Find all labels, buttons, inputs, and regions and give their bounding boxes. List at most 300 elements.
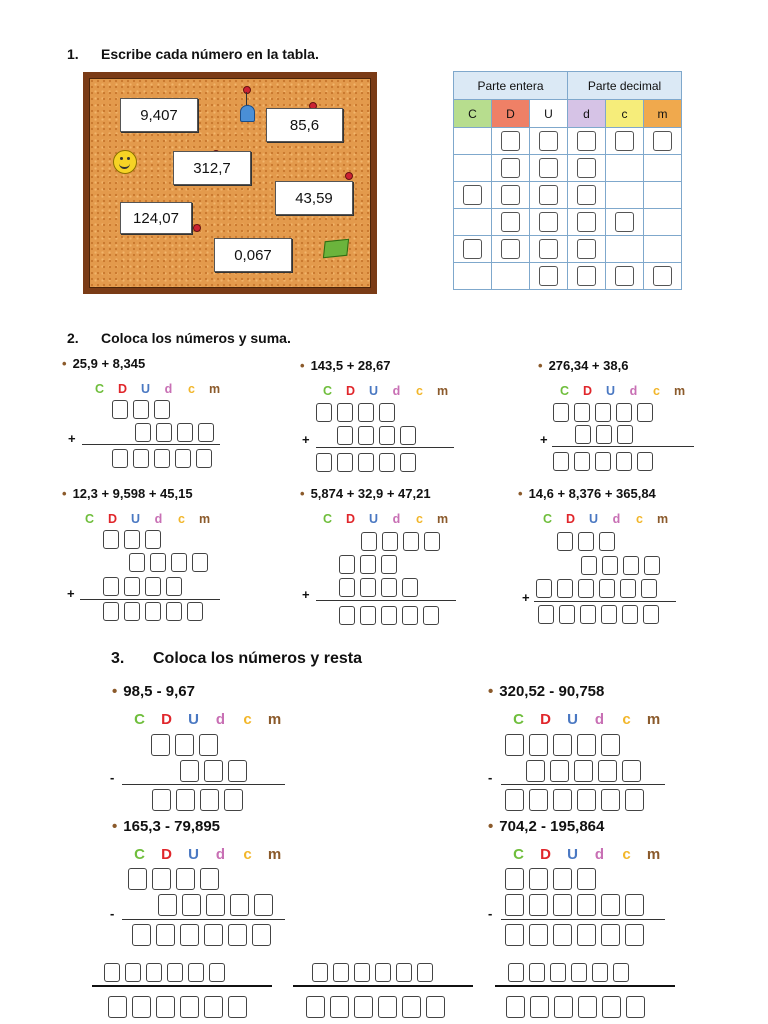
digit-box[interactable] (402, 996, 421, 1018)
digit-box[interactable] (360, 578, 376, 597)
digit-box[interactable] (330, 996, 349, 1018)
digit-box[interactable] (620, 579, 636, 598)
digit-box[interactable] (529, 963, 545, 982)
column-letters (316, 384, 454, 398)
column-letter: C (542, 512, 553, 526)
digit-box[interactable] (400, 426, 416, 445)
digit-box[interactable] (557, 532, 573, 551)
underline (316, 447, 454, 448)
digit-box[interactable] (574, 452, 590, 471)
operation-label: • 165,3 - 79,895 (112, 818, 221, 835)
table-cell[interactable] (606, 263, 644, 290)
digit-box[interactable] (424, 532, 440, 551)
column-letter: D (117, 382, 128, 396)
table-cell[interactable] (568, 209, 606, 236)
digit-box[interactable] (601, 894, 620, 916)
answer-box[interactable] (577, 185, 596, 205)
digit-box[interactable] (505, 894, 524, 916)
digit-box[interactable] (360, 606, 376, 625)
operation-label: • 320,52 - 90,758 (488, 683, 605, 700)
column-letters (536, 512, 674, 526)
smiley-icon (113, 150, 137, 174)
digit-box[interactable] (156, 996, 175, 1018)
digit-box[interactable] (339, 578, 355, 597)
answer-box[interactable] (539, 131, 558, 151)
answer-box[interactable] (539, 185, 558, 205)
column-letters (316, 512, 454, 526)
digit-box[interactable] (616, 403, 632, 422)
digit-box[interactable] (312, 963, 328, 982)
column-letter: C (322, 384, 333, 398)
digit-box[interactable] (375, 963, 391, 982)
digit-box[interactable] (577, 894, 596, 916)
digit-box[interactable] (506, 996, 525, 1018)
answer-box[interactable] (577, 131, 596, 151)
digit-box-row (316, 403, 395, 422)
column-letter: U (130, 512, 141, 526)
digit-box[interactable] (417, 963, 433, 982)
digit-box[interactable] (156, 423, 172, 442)
digit-box[interactable] (536, 579, 552, 598)
digit-box[interactable] (577, 734, 596, 756)
digit-box[interactable] (571, 963, 587, 982)
digit-box[interactable] (156, 924, 175, 946)
table-cell (454, 128, 492, 155)
digit-box[interactable] (204, 760, 223, 782)
digit-box[interactable] (596, 425, 612, 444)
column-letter: C (84, 512, 95, 526)
digit-box[interactable] (146, 963, 162, 982)
answer-box[interactable] (615, 266, 634, 286)
underline (293, 985, 473, 987)
digit-box[interactable] (553, 924, 572, 946)
digit-box[interactable] (200, 868, 219, 890)
digit-box[interactable] (508, 963, 524, 982)
digit-box[interactable] (599, 579, 615, 598)
digit-box[interactable] (613, 963, 629, 982)
answer-box[interactable] (463, 239, 482, 259)
table-cell[interactable] (568, 236, 606, 263)
column-letter: D (540, 711, 551, 728)
corkboard-illustration (83, 72, 377, 294)
digit-box[interactable] (550, 760, 569, 782)
column-letter: U (140, 382, 151, 396)
digit-box[interactable] (230, 894, 249, 916)
digit-box[interactable] (209, 963, 225, 982)
digit-box[interactable] (622, 605, 638, 624)
underline (534, 601, 676, 602)
digit-box[interactable] (316, 403, 332, 422)
answer-box[interactable] (539, 239, 558, 259)
table-cell[interactable] (606, 128, 644, 155)
digit-box[interactable] (124, 577, 140, 596)
column-letter: D (161, 846, 172, 863)
digit-box[interactable] (200, 789, 219, 811)
digit-box[interactable] (206, 894, 225, 916)
digit-box[interactable] (402, 578, 418, 597)
digit-box[interactable] (530, 996, 549, 1018)
digit-box[interactable] (379, 426, 395, 445)
digit-box[interactable] (103, 577, 119, 596)
digit-box[interactable] (578, 532, 594, 551)
digit-box[interactable] (337, 426, 353, 445)
digit-box[interactable] (602, 996, 621, 1018)
operator-sign: + (522, 590, 530, 605)
digit-box[interactable] (553, 868, 572, 890)
digit-box[interactable] (598, 760, 617, 782)
answer-box[interactable] (501, 158, 520, 178)
answer-box[interactable] (539, 158, 558, 178)
digit-box[interactable] (204, 924, 223, 946)
digit-box[interactable] (581, 556, 597, 575)
digit-box[interactable] (199, 734, 218, 756)
digit-box[interactable] (379, 453, 395, 472)
digit-box-row (108, 996, 247, 1018)
digit-box[interactable] (626, 996, 645, 1018)
digit-box-row (103, 602, 203, 621)
answer-box[interactable] (577, 158, 596, 178)
column-letter: D (345, 384, 356, 398)
digit-box[interactable] (228, 996, 247, 1018)
column-letter: d (629, 384, 638, 398)
digit-box[interactable] (358, 426, 374, 445)
digit-box[interactable] (180, 760, 199, 782)
table-cell[interactable] (568, 128, 606, 155)
digit-box[interactable] (175, 449, 191, 468)
digit-box[interactable] (358, 403, 374, 422)
digit-box[interactable] (339, 555, 355, 574)
digit-box[interactable] (529, 924, 548, 946)
digit-box[interactable] (599, 532, 615, 551)
table-column-U: U (530, 100, 568, 128)
table-cell[interactable] (530, 263, 568, 290)
table-cell[interactable] (644, 128, 682, 155)
digit-box[interactable] (129, 553, 145, 572)
digit-box[interactable] (180, 924, 199, 946)
digit-box[interactable] (426, 996, 445, 1018)
note-1: 9,407 (120, 98, 198, 132)
column-letter: c (243, 711, 252, 728)
digit-box[interactable] (196, 449, 212, 468)
digit-box[interactable] (396, 963, 412, 982)
table-cell (454, 263, 492, 290)
digit-box[interactable] (175, 734, 194, 756)
digit-box[interactable] (252, 924, 271, 946)
digit-box-row (505, 868, 596, 890)
digit-box[interactable] (171, 553, 187, 572)
column-letter: C (134, 711, 145, 728)
digit-box[interactable] (505, 734, 524, 756)
digit-box[interactable] (574, 760, 593, 782)
digit-box[interactable] (145, 577, 161, 596)
digit-box[interactable] (358, 453, 374, 472)
digit-box[interactable] (592, 963, 608, 982)
digit-box[interactable] (505, 924, 524, 946)
operator-sign: + (67, 586, 75, 601)
digit-box[interactable] (625, 924, 644, 946)
digit-box[interactable] (125, 963, 141, 982)
digit-box[interactable] (333, 963, 349, 982)
column-letter: U (368, 384, 379, 398)
digit-box[interactable] (529, 894, 548, 916)
answer-box[interactable] (577, 212, 596, 232)
digit-box[interactable] (188, 963, 204, 982)
digit-box[interactable] (124, 602, 140, 621)
digit-box[interactable] (337, 453, 353, 472)
digit-box[interactable] (382, 532, 398, 551)
digit-box[interactable] (124, 530, 140, 549)
digit-box[interactable] (145, 530, 161, 549)
digit-box[interactable] (578, 579, 594, 598)
digit-box[interactable] (152, 868, 171, 890)
underline (80, 599, 220, 600)
column-letter: d (392, 384, 401, 398)
answer-box[interactable] (653, 131, 672, 151)
answer-box[interactable] (539, 266, 558, 286)
digit-box[interactable] (381, 578, 397, 597)
table-cell (644, 182, 682, 209)
digit-box[interactable] (643, 605, 659, 624)
digit-box[interactable] (595, 452, 611, 471)
digit-box[interactable] (625, 789, 644, 811)
digit-box-row (112, 449, 212, 468)
digit-box[interactable] (154, 400, 170, 419)
digit-box[interactable] (637, 452, 653, 471)
digit-box[interactable] (192, 553, 208, 572)
table-cell[interactable] (568, 263, 606, 290)
digit-box[interactable] (574, 403, 590, 422)
digit-box[interactable] (538, 605, 554, 624)
digit-box[interactable] (580, 605, 596, 624)
digit-box[interactable] (177, 423, 193, 442)
digit-box[interactable] (228, 924, 247, 946)
digit-box[interactable] (625, 894, 644, 916)
digit-box[interactable] (505, 868, 524, 890)
column-letter: C (94, 382, 105, 396)
digit-box[interactable] (557, 579, 573, 598)
answer-box[interactable] (501, 185, 520, 205)
digit-box[interactable] (103, 530, 119, 549)
digit-box[interactable] (381, 606, 397, 625)
table-cell (606, 236, 644, 263)
digit-box[interactable] (104, 963, 120, 982)
digit-box[interactable] (228, 760, 247, 782)
digit-box[interactable] (204, 996, 223, 1018)
digit-box[interactable] (601, 789, 620, 811)
column-letter: d (392, 512, 401, 526)
digit-box-row (581, 556, 660, 575)
table-cell[interactable] (530, 128, 568, 155)
digit-box[interactable] (554, 996, 573, 1018)
digit-box[interactable] (616, 452, 632, 471)
digit-box-row (508, 963, 629, 982)
digit-box[interactable] (622, 760, 641, 782)
digit-box[interactable] (182, 894, 201, 916)
column-letter: c (243, 846, 252, 863)
digit-box[interactable] (151, 734, 170, 756)
digit-box[interactable] (577, 868, 596, 890)
digit-box[interactable] (641, 579, 657, 598)
digit-box[interactable] (550, 963, 566, 982)
digit-box[interactable] (553, 734, 572, 756)
digit-box[interactable] (128, 868, 147, 890)
operation-label: • 14,6 + 8,376 + 365,84 (518, 486, 656, 501)
digit-box[interactable] (180, 996, 199, 1018)
column-letter: d (215, 711, 226, 728)
table-cell[interactable] (568, 155, 606, 182)
digit-box[interactable] (133, 400, 149, 419)
table-cell[interactable] (644, 263, 682, 290)
column-letter: C (322, 512, 333, 526)
digit-box[interactable] (529, 734, 548, 756)
answer-box[interactable] (577, 266, 596, 286)
digit-box[interactable] (150, 553, 166, 572)
digit-box[interactable] (145, 602, 161, 621)
answer-box[interactable] (463, 185, 482, 205)
column-letters (126, 846, 288, 863)
digit-box[interactable] (112, 449, 128, 468)
table-cell[interactable] (530, 182, 568, 209)
digit-box[interactable] (644, 556, 660, 575)
table-cell[interactable] (454, 236, 492, 263)
answer-box[interactable] (501, 212, 520, 232)
table-cell[interactable] (492, 209, 530, 236)
digit-box[interactable] (379, 403, 395, 422)
digit-box[interactable] (306, 996, 325, 1018)
digit-box[interactable] (316, 453, 332, 472)
digit-box[interactable] (224, 789, 243, 811)
table-cell[interactable] (492, 155, 530, 182)
digit-box-row (104, 963, 225, 982)
answer-box[interactable] (501, 239, 520, 259)
digit-box[interactable] (577, 924, 596, 946)
table-cell[interactable] (454, 182, 492, 209)
digit-box[interactable] (112, 400, 128, 419)
digit-box-row (505, 789, 644, 811)
digit-box[interactable] (553, 894, 572, 916)
column-letter: C (559, 384, 570, 398)
operation-label: • 704,2 - 195,864 (488, 818, 605, 835)
digit-box[interactable] (637, 403, 653, 422)
digit-box[interactable] (133, 449, 149, 468)
digit-box[interactable] (575, 425, 591, 444)
digit-box[interactable] (577, 789, 596, 811)
answer-box[interactable] (653, 266, 672, 286)
table-cell[interactable] (530, 155, 568, 182)
digit-box[interactable] (601, 924, 620, 946)
digit-box[interactable] (166, 602, 182, 621)
table-cell[interactable] (568, 182, 606, 209)
digit-box[interactable] (601, 605, 617, 624)
digit-box[interactable] (198, 423, 214, 442)
digit-box[interactable] (578, 996, 597, 1018)
column-letter: c (622, 711, 631, 728)
answer-box[interactable] (577, 239, 596, 259)
digit-box[interactable] (176, 789, 195, 811)
digit-box[interactable] (403, 532, 419, 551)
digit-box[interactable] (360, 555, 376, 574)
digit-box[interactable] (526, 760, 545, 782)
operator-sign: + (302, 432, 310, 447)
digit-box[interactable] (505, 789, 524, 811)
digit-box[interactable] (381, 555, 397, 574)
digit-box[interactable] (602, 556, 618, 575)
digit-box[interactable] (176, 868, 195, 890)
digit-box[interactable] (354, 963, 370, 982)
operator-sign: + (302, 587, 310, 602)
digit-box[interactable] (135, 423, 151, 442)
digit-box[interactable] (361, 532, 377, 551)
table-cell[interactable] (492, 182, 530, 209)
column-letters (553, 384, 691, 398)
table-cell[interactable] (530, 236, 568, 263)
column-letter: D (565, 512, 576, 526)
digit-box[interactable] (132, 924, 151, 946)
table-cell[interactable] (530, 209, 568, 236)
digit-box[interactable] (617, 425, 633, 444)
digit-box[interactable] (553, 789, 572, 811)
answer-box[interactable] (615, 212, 634, 232)
digit-box[interactable] (337, 403, 353, 422)
column-letter: U (567, 846, 578, 863)
place-value-table (453, 71, 682, 290)
digit-box[interactable] (167, 963, 183, 982)
digit-box[interactable] (103, 602, 119, 621)
digit-box[interactable] (152, 789, 171, 811)
column-letters (88, 382, 226, 396)
table-cell (644, 155, 682, 182)
digit-box[interactable] (154, 449, 170, 468)
digit-box[interactable] (354, 996, 373, 1018)
digit-box[interactable] (529, 789, 548, 811)
digit-box[interactable] (402, 606, 418, 625)
digit-box[interactable] (601, 734, 620, 756)
digit-box[interactable] (158, 894, 177, 916)
operator-sign: - (488, 770, 493, 785)
digit-box[interactable] (595, 403, 611, 422)
table-cell (454, 209, 492, 236)
digit-box[interactable] (108, 996, 127, 1018)
digit-box[interactable] (423, 606, 439, 625)
digit-box[interactable] (339, 606, 355, 625)
digit-box[interactable] (166, 577, 182, 596)
digit-box[interactable] (559, 605, 575, 624)
answer-box[interactable] (539, 212, 558, 232)
digit-box[interactable] (254, 894, 273, 916)
digit-box[interactable] (553, 452, 569, 471)
digit-box[interactable] (378, 996, 397, 1018)
digit-box[interactable] (623, 556, 639, 575)
digit-box[interactable] (132, 996, 151, 1018)
operator-sign: - (110, 906, 115, 921)
digit-box[interactable] (400, 453, 416, 472)
table-row (454, 128, 682, 155)
digit-box[interactable] (187, 602, 203, 621)
digit-box-row (536, 579, 657, 598)
table-cell[interactable] (492, 236, 530, 263)
column-letter: C (513, 846, 524, 863)
digit-box[interactable] (529, 868, 548, 890)
section-3-heading: 3. Coloca los números y resta (111, 650, 362, 667)
operation-label: • 276,34 + 38,6 (538, 358, 629, 373)
column-letter: C (513, 711, 524, 728)
table-cell[interactable] (606, 209, 644, 236)
answer-box[interactable] (501, 131, 520, 151)
digit-box[interactable] (553, 403, 569, 422)
answer-box[interactable] (615, 131, 634, 151)
operation-label: • 143,5 + 28,67 (300, 358, 391, 373)
table-cell[interactable] (492, 128, 530, 155)
